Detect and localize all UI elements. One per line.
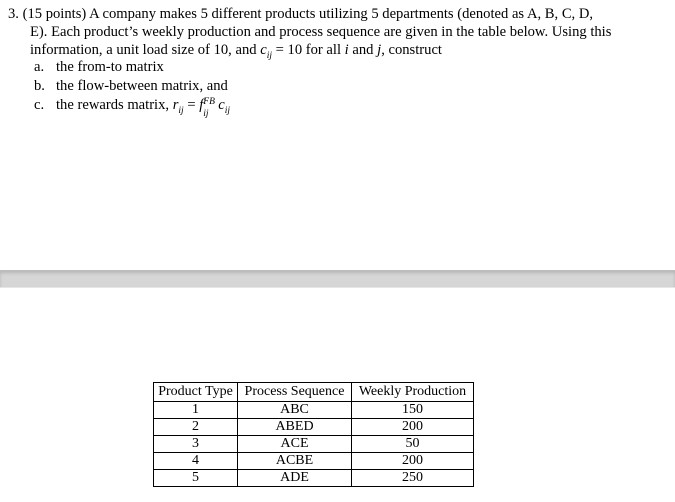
page-break-divider [0,270,675,288]
flow-indices: FB ij [203,97,215,119]
cell-weekly-production: 50 [352,436,474,453]
header-weekly-production: Weekly Production [352,383,474,402]
problem-points: (15 points) [22,6,87,22]
table-row [154,453,474,470]
problem-parts [34,58,231,119]
table-row [154,419,474,436]
cell-process-sequence: ACBE [238,453,352,470]
table-row [154,436,474,453]
header-process-sequence: Process Sequence [238,383,352,402]
cost-symbol: $c_{ij}$ [260,42,272,61]
problem-text-line-3c: and [352,42,374,58]
reward-symbol: $r_{ij}$ [172,97,184,116]
problem-line-3 [8,41,668,59]
table-header-row [154,383,474,402]
problem-text-line-2: E). Each product’s weekly production and process sequence are given in the table below. Using this [30,24,612,40]
cell-product-type: 1 [154,402,238,419]
problem-text-line-3b: = 10 for all [275,42,342,58]
cell-weekly-production: 150 [352,402,474,419]
cell-product-type: 5 [154,470,238,487]
header-product-type: Product Type [154,383,238,402]
cell-process-sequence: ACE [238,436,352,453]
production-table [153,382,474,487]
flow-symbol: f [199,97,204,113]
cell-process-sequence: ABED [238,419,352,436]
problem-text-line-1: A company makes 5 different products utilizing 5 departments (denoted as A, B, C, D, [89,6,594,22]
cell-weekly-production: 200 [352,419,474,436]
part-a: a. the from-to matrix [34,59,164,75]
cell-weekly-production: 200 [352,453,474,470]
table-row [154,470,474,487]
problem-line-1 [8,5,668,23]
cell-weekly-production: 250 [352,470,474,487]
cost-symbol-2: $c_{ij}$ [218,97,231,116]
table-row [154,402,474,419]
index-j: j [377,42,382,58]
cell-process-sequence: ABC [238,402,352,419]
cell-process-sequence: ADE [238,470,352,487]
problem-text-line-3a: information, a unit load size of 10, and [30,42,257,58]
problem-number: 3. [8,6,19,22]
production-table-wrapper [153,382,474,487]
problem-text-line-3d: , construct [381,42,442,58]
index-i: i [344,42,349,58]
problem-line-2 [8,23,668,41]
cell-product-type: 3 [154,436,238,453]
problem-statement [8,5,668,59]
cell-product-type: 2 [154,419,238,436]
part-c: c. the rewards matrix, $r_{ij} = f$ FB ij $c_{ij}$ [34,97,231,119]
cell-product-type: 4 [154,453,238,470]
part-b: b. the flow-between matrix, and [34,78,228,94]
